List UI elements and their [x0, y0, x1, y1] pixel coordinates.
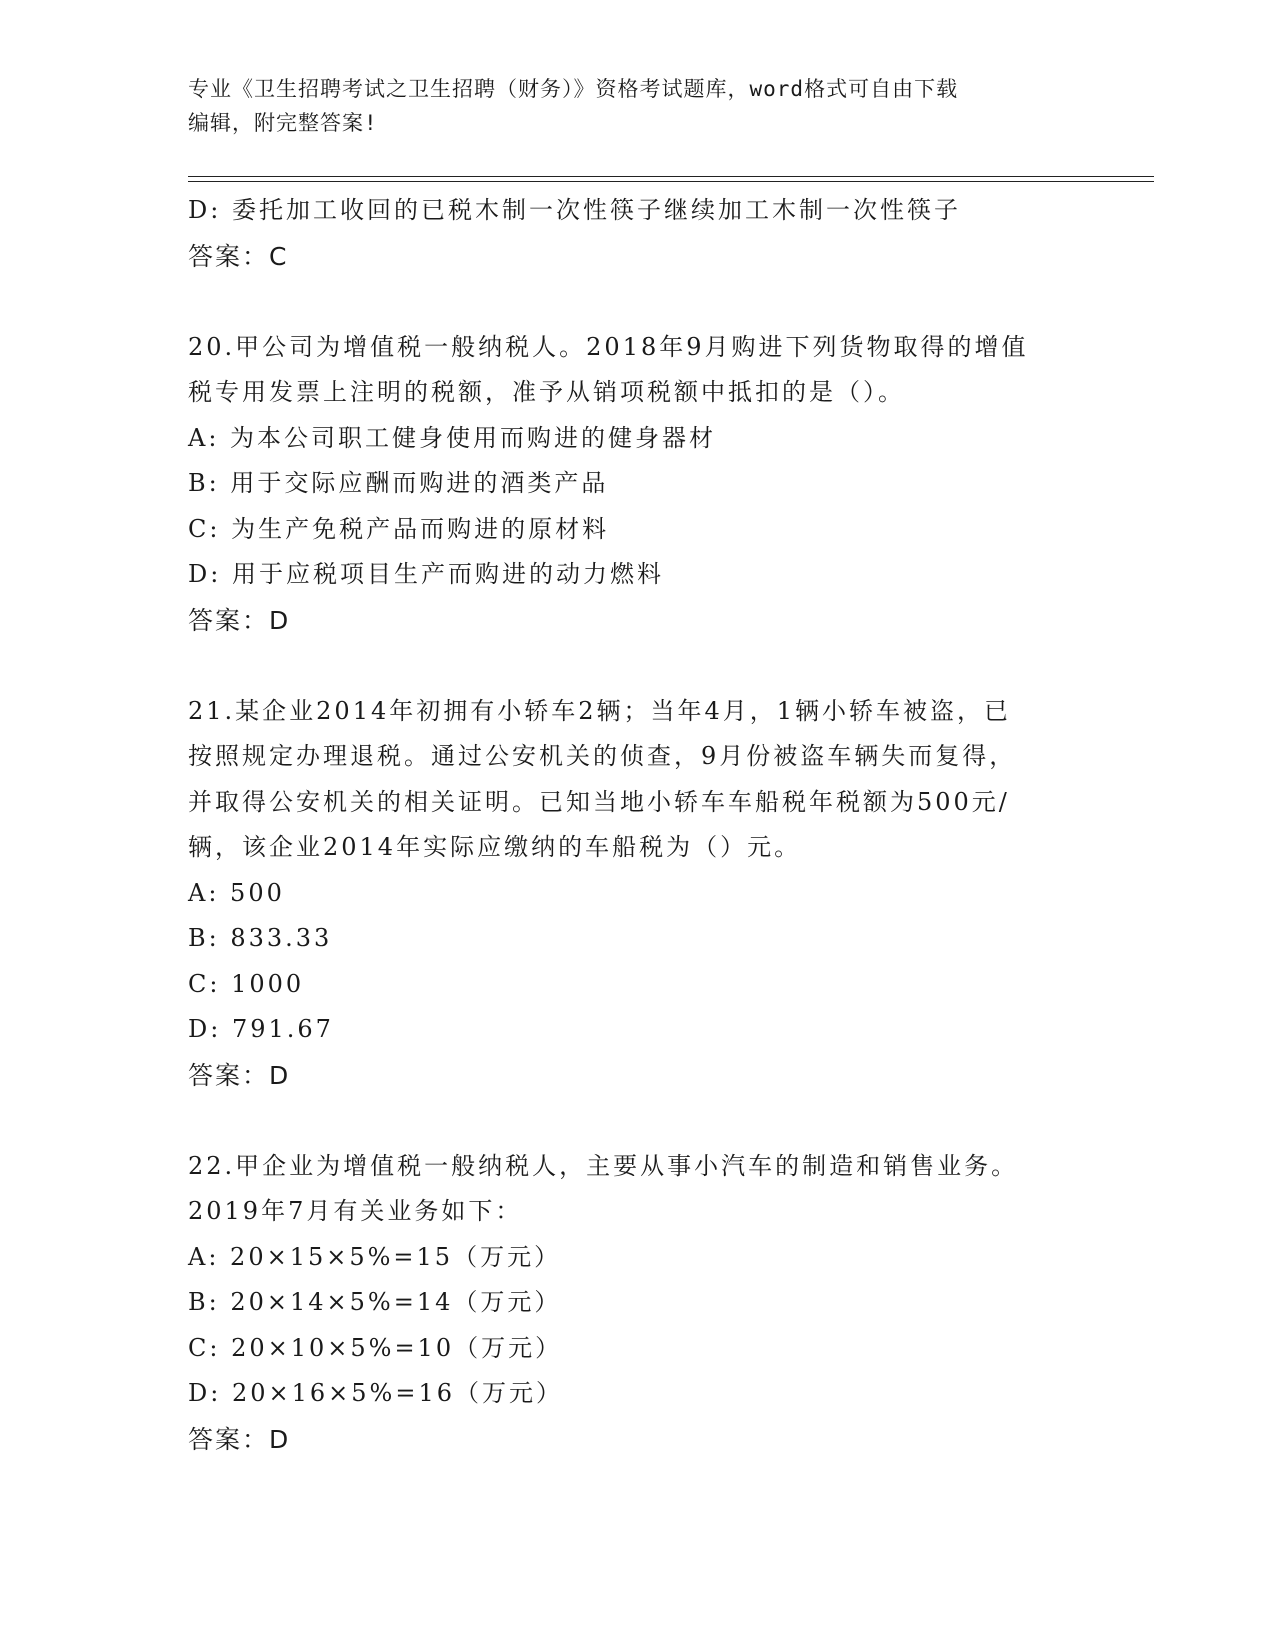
header-divider-top [188, 176, 1154, 177]
question-stem: 20.甲公司为增值税一般纳税人。2018年9月购进下列货物取得的增值 [188, 332, 1029, 361]
question-stem: 并取得公安机关的相关证明。已知当地小轿车车船税年税额为500元/ [188, 787, 1010, 816]
option-b: B: 用于交际应酬而购进的酒类产品 [188, 469, 609, 497]
header-divider-bottom [188, 181, 1154, 182]
header-line-1: 专业《卫生招聘考试之卫生招聘（财务）》资格考试题库，word格式可自由下载 [188, 77, 959, 101]
question-list [188, 188, 1088, 1462]
question-stem: 21.某企业2014年初拥有小轿车2辆；当年4月，1辆小轿车被盗，已 [188, 696, 1012, 725]
option-a: A: 为本公司职工健身使用而购进的健身器材 [188, 423, 717, 452]
question-block-21 [188, 689, 1088, 1099]
answer-line: 答案：C [188, 241, 289, 271]
answer-line: 答案：D [188, 1424, 291, 1454]
answer-line: 答案：D [188, 605, 291, 635]
spacer [188, 279, 1088, 325]
document-header [188, 72, 1088, 140]
option-d: D: 委托加工收回的已税木制一次性筷子继续加工木制一次性筷子 [188, 196, 961, 224]
option-d: D: 791.67 [188, 1015, 334, 1043]
question-block-22 [188, 1144, 1088, 1463]
option-d: D: 用于应税项目生产而购进的动力燃料 [188, 560, 664, 588]
question-stem: 税专用发票上注明的税额，准予从销项税额中抵扣的是（）。 [188, 378, 905, 406]
option-d: D: 20×16×5%=16（万元） [188, 1379, 563, 1407]
question-block-20 [188, 325, 1088, 644]
spacer [188, 1098, 1088, 1144]
option-c: C: 为生产免税产品而购进的原材料 [188, 514, 610, 543]
option-b: B: 833.33 [188, 924, 333, 952]
question-stem: 22.甲企业为增值税一般纳税人，主要从事小汽车的制造和销售业务。 [188, 1151, 1019, 1180]
question-block-previous [188, 188, 1088, 279]
spacer [188, 643, 1088, 689]
question-stem: 辆，该企业2014年实际应缴纳的车船税为（）元。 [188, 833, 802, 861]
option-a: A: 500 [188, 878, 285, 907]
option-c: C: 1000 [188, 969, 305, 998]
question-stem: 按照规定办理退税。通过公安机关的侦查，9月份被盗车辆失而复得， [188, 742, 1017, 770]
header-line-2: 编辑，附完整答案! [188, 111, 378, 135]
option-b: B: 20×14×5%=14（万元） [188, 1288, 562, 1316]
answer-line: 答案：D [188, 1060, 291, 1090]
question-stem: 2019年7月有关业务如下： [188, 1197, 523, 1225]
option-c: C: 20×10×5%=10（万元） [188, 1333, 563, 1362]
option-a: A: 20×15×5%=15（万元） [188, 1242, 562, 1271]
